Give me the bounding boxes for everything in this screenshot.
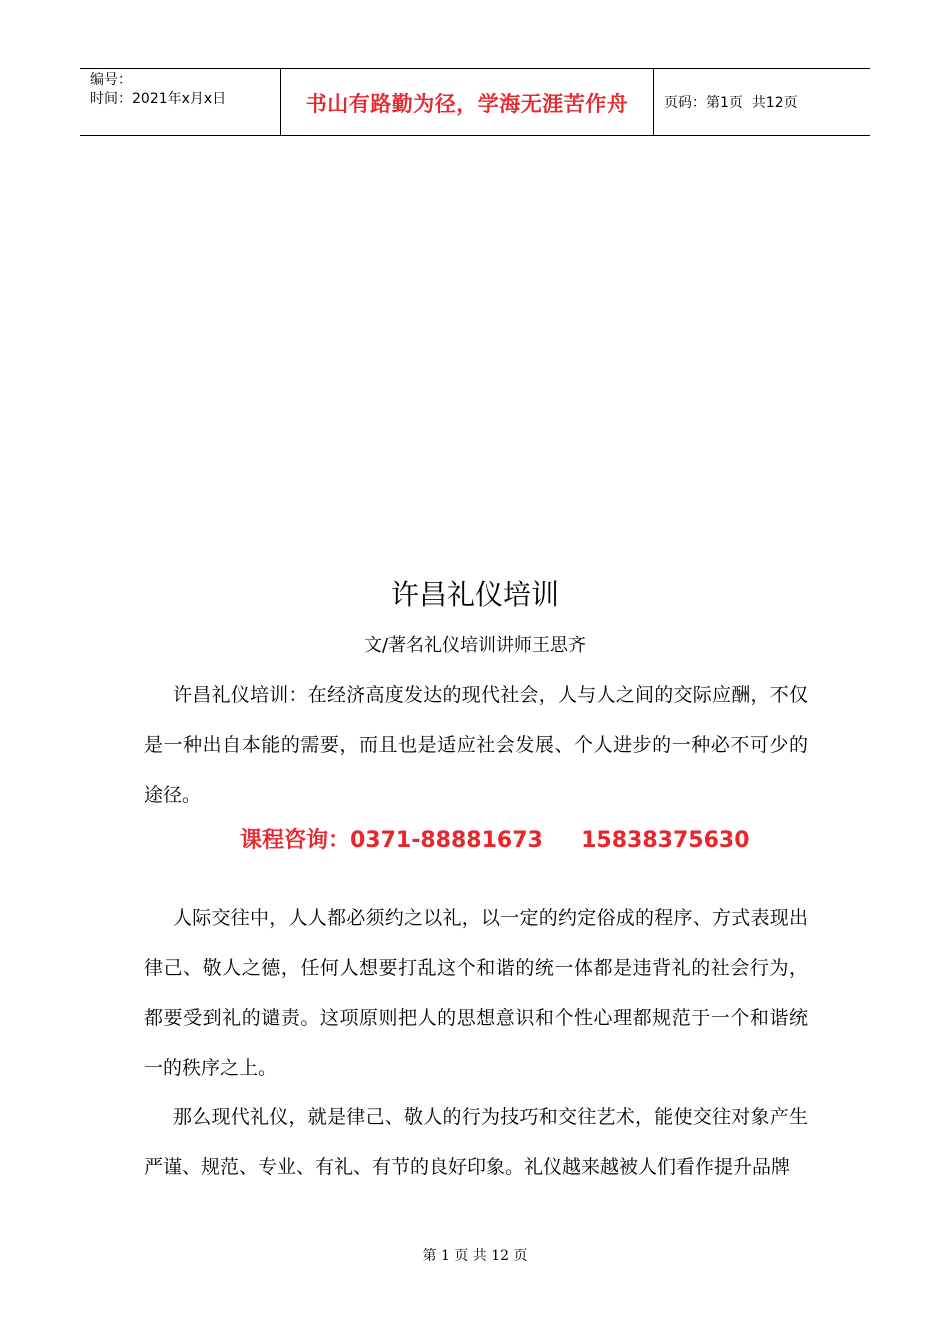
paragraph-etiquette-principle: 人际交往中，人人都必须约之以礼，以一定的约定俗成的程序、方式表现出律己、敬人之德，任何人想要打乱这个和谐的统一体都是违背礼的社会行为，都要受到礼的谴责。这项原则把人的思想意识和个性心理都规范于一个和谐统一的秩序之上。 [144, 907, 808, 1079]
document-time-label: 时间：2021年x月x日 [90, 91, 227, 107]
document-byline: 文/著名礼仪培训讲师王思齐 [363, 635, 587, 656]
header-page-info: 页码：第1页 共12页 [664, 95, 798, 111]
header-motto: 书山有路勤为径，学海无涯苦作舟 [281, 69, 654, 135]
document-title: 许昌礼仪培训 [390, 578, 559, 611]
document-number-label: 编号： [90, 72, 132, 88]
header-meta-cell [80, 69, 281, 135]
header-page-info-cell [654, 69, 870, 135]
course-consult-line: 课程咨询：0371-88881673 15838375630 [240, 828, 750, 853]
paragraph-intro: 许昌礼仪培训：在经济高度发达的现代社会，人与人之间的交际应酬，不仅是一种出自本能的需要，而且也是适应社会发展、个人进步的一种必不可少的途径。 [144, 684, 808, 806]
page-header [80, 68, 870, 136]
page-footer: 第 1 页 共 12 页 [422, 1248, 528, 1264]
paragraph-modern-etiquette: 那么现代礼仪，就是律己、敬人的行为技巧和交往艺术，能使交往对象产生严谨、规范、专业、有礼、有节的良好印象。礼仪越来越被人们看作提升品牌 [144, 1106, 808, 1178]
